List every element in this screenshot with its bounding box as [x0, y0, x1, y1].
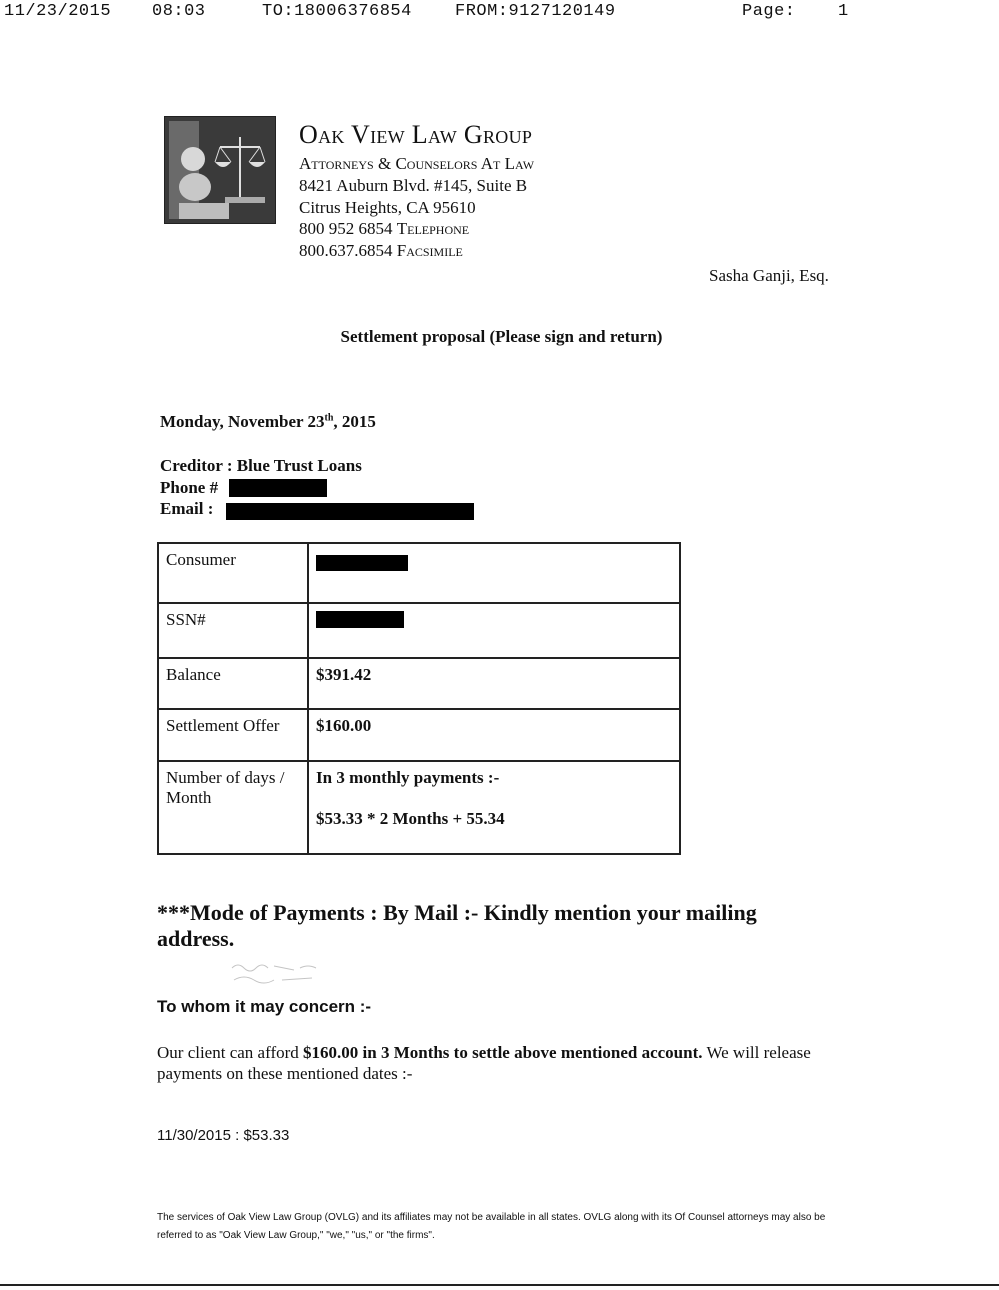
telephone-label: Telephone: [396, 219, 470, 238]
footer-disclaimer: The services of Oak View Law Group (OVLG) and its affiliates may not be available in all states. OVLG along with its Of Counsel attorneys may also be referred to as "Oak View Law Group," "we," "us," or "the firms".: [157, 1212, 826, 1241]
redacted-ssn: [316, 611, 404, 628]
firm-address-line1: 8421 Auburn Blvd. #145, Suite B: [299, 176, 528, 195]
table-row: [158, 709, 680, 761]
ssn-value: [308, 603, 680, 658]
firm-telephone: [299, 219, 469, 239]
body-bold: $160.00 in 3 Months to settle above mentioned account.: [303, 1043, 703, 1062]
fax-time: 08:03: [152, 2, 206, 21]
fax-from: FROM:9127120149: [455, 2, 616, 21]
settlement-table: [157, 542, 681, 855]
fax-header: [4, 2, 994, 28]
payment-schedule: [308, 761, 680, 854]
date-year: , 2015: [333, 412, 376, 431]
date-main: Monday, November 23: [160, 412, 325, 431]
scribble-icon: [230, 960, 350, 986]
to-whom-heading: To whom it may concern :-: [157, 997, 372, 1016]
bottom-divider: [0, 1284, 999, 1286]
firm-subtitle: Attorneys & Counselors At Law: [299, 154, 535, 173]
payments-line2: $53.33 * 2 Months + 55.34: [316, 809, 505, 828]
balance-label: Balance: [158, 658, 308, 709]
body-part2: We will release payments on these mentioned dates :-: [157, 1043, 811, 1083]
settlement-offer-value: $160.00: [308, 709, 680, 761]
creditor-line: Creditor : Blue Trust Loans: [160, 456, 362, 475]
payments-line1: In 3 monthly payments :-: [316, 768, 500, 787]
fax-page-number: 1: [838, 2, 849, 21]
ssn-label: SSN#: [158, 603, 308, 658]
settlement-offer-label: Settlement Offer: [158, 709, 308, 761]
table-row: [158, 543, 680, 603]
consumer-value: [308, 543, 680, 603]
firm-address-line2: Citrus Heights, CA 95610: [299, 198, 476, 217]
redacted-email: [226, 503, 474, 520]
redacted-phone: [229, 479, 327, 497]
scales-of-justice-icon: [165, 117, 275, 223]
body-paragraph: [157, 1042, 847, 1084]
firm-name: Oak View Law Group: [299, 120, 533, 149]
payment-date-line: 11/30/2015 : $53.33: [157, 1127, 290, 1144]
balance-value: $391.42: [308, 658, 680, 709]
phone-label: Phone #: [160, 478, 219, 497]
days-label-line2: Month: [166, 788, 212, 807]
body-part1: Our client can afford: [157, 1043, 304, 1062]
faint-handwriting-mark: [230, 960, 350, 989]
redacted-consumer: [316, 555, 408, 571]
telephone-number: 800 952 6854: [299, 219, 393, 238]
fax-label: Facsimile: [396, 241, 463, 260]
date-suffix: th: [324, 412, 334, 424]
firm-logo-image: [164, 116, 276, 224]
fax-page-label: Page:: [742, 2, 796, 21]
table-row: [158, 603, 680, 658]
email-label: Email :: [160, 499, 214, 518]
days-label-line1: Number of days /: [166, 768, 285, 787]
table-row: [158, 761, 680, 854]
fax-number: 800.637.6854: [299, 241, 393, 260]
fax-to: TO:18006376854: [262, 2, 412, 21]
attorney-name: Sasha Ganji, Esq.: [709, 266, 829, 285]
mode-of-payments: ***Mode of Payments : By Mail :- Kindly mention your mailing address.: [157, 900, 757, 951]
table-row: [158, 658, 680, 709]
fax-date: 11/23/2015: [4, 2, 112, 21]
firm-facsimile: [299, 241, 463, 261]
document-title: Settlement proposal (Please sign and return): [340, 327, 663, 346]
consumer-label: Consumer: [158, 543, 308, 603]
days-month-label: [158, 761, 308, 854]
letter-date: [160, 412, 376, 432]
